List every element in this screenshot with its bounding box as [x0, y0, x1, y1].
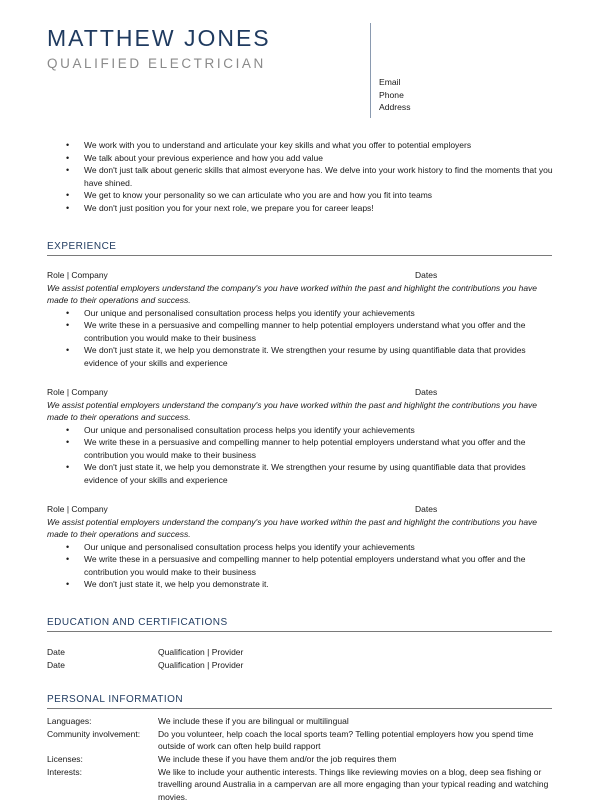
role-description: We assist potential employers understand the company's you have worked within the past and highlight the contributions you have made to their operations and success. [47, 516, 547, 541]
achievement-list [84, 424, 549, 487]
achievement-item: • Our unique and personalised consultation process helps you identify your achievements [84, 541, 549, 554]
personal-value: Do you volunteer, help coach the local sports team? Telling potential employers how you spend time outside of work can often help build rapport [158, 728, 553, 753]
experience-entry [47, 386, 552, 486]
summary-item: • We talk about your previous experience and how you add value [84, 152, 554, 165]
achievement-item: • We don't just state it, we help you demonstrate it. We strengthen your resume by using quantifiable data that provides evidence of your skills and experience [84, 344, 549, 369]
role-company: Role | Company [47, 270, 108, 280]
achievement-item: • We don't just state it, we help you demonstrate it. We strengthen your resume by using quantifiable data that provides evidence of your skills and experience [84, 461, 549, 486]
role-row [47, 503, 552, 516]
role-row [47, 269, 552, 282]
achievement-list [84, 307, 549, 370]
experience-entry [47, 503, 552, 591]
summary-item: • We get to know your personality so we can articulate who you are and how you fit into teams [84, 189, 554, 202]
contact-block [379, 76, 411, 114]
summary-item: • We don't just talk about generic skills that almost everyone has. We delve into your work history to find the moments that you have shined. [84, 164, 554, 189]
personal-heading: PERSONAL INFORMATION [47, 693, 552, 709]
contact-address: Address [379, 101, 411, 114]
summary-item: • We work with you to understand and articulate your key skills and what you offer to potential employers [84, 139, 554, 152]
achievement-item: • We write these in a persuasive and compelling manner to help potential employers understand what you offer and the contribution you would make to their business [84, 553, 549, 578]
role-company: Role | Company [47, 504, 108, 514]
achievement-item: • We don't just state it, we help you demonstrate it. [84, 578, 549, 591]
summary-list [84, 139, 554, 214]
personal-label: Licenses: [47, 753, 83, 766]
education-qualification: Qualification | Provider [158, 646, 553, 659]
role-dates: Dates [415, 503, 437, 516]
achievement-item: • We write these in a persuasive and compelling manner to help potential employers understand what you offer and the contribution you would make to their business [84, 319, 549, 344]
role-description: We assist potential employers understand the company's you have worked within the past and highlight the contributions you have made to their operations and success. [47, 399, 547, 424]
personal-label: Community involvement: [47, 728, 140, 741]
personal-value: We include these if you are bilingual or multilingual [158, 715, 553, 728]
role-company: Role | Company [47, 387, 108, 397]
achievement-item: • Our unique and personalised consultation process helps you identify your achievements [84, 424, 549, 437]
achievement-list [84, 541, 549, 591]
personal-label: Languages: [47, 715, 91, 728]
achievement-item: • Our unique and personalised consultation process helps you identify your achievements [84, 307, 549, 320]
experience-heading: EXPERIENCE [47, 240, 552, 256]
contact-email: Email [379, 76, 411, 89]
personal-value: We like to include your authentic interests. Things like reviewing movies on a blog, deep sea fishing or travelling around Australia in a campervan are all more engaging than your typical reading and watching movies. [158, 766, 553, 803]
education-qualification: Qualification | Provider [158, 659, 553, 672]
summary-item: • We don't just position you for your next role, we prepare you for career leaps! [84, 202, 554, 215]
candidate-name: MATTHEW JONES [47, 24, 271, 52]
role-row [47, 386, 552, 399]
personal-value: We include these if you have them and/or the job requires them [158, 753, 553, 766]
personal-label: Interests: [47, 766, 82, 779]
candidate-title: QUALIFIED ELECTRICIAN [47, 56, 266, 72]
education-date: Date [47, 659, 65, 672]
achievement-item: • We write these in a persuasive and compelling manner to help potential employers understand what you offer and the contribution you would make to their business [84, 436, 549, 461]
education-heading: EDUCATION AND CERTIFICATIONS [47, 616, 552, 632]
experience-entry [47, 269, 552, 369]
role-dates: Dates [415, 386, 437, 399]
header-divider [370, 23, 371, 118]
contact-phone: Phone [379, 89, 411, 102]
role-dates: Dates [415, 269, 437, 282]
role-description: We assist potential employers understand the company's you have worked within the past and highlight the contributions you have made to their operations and success. [47, 282, 547, 307]
education-date: Date [47, 646, 65, 659]
